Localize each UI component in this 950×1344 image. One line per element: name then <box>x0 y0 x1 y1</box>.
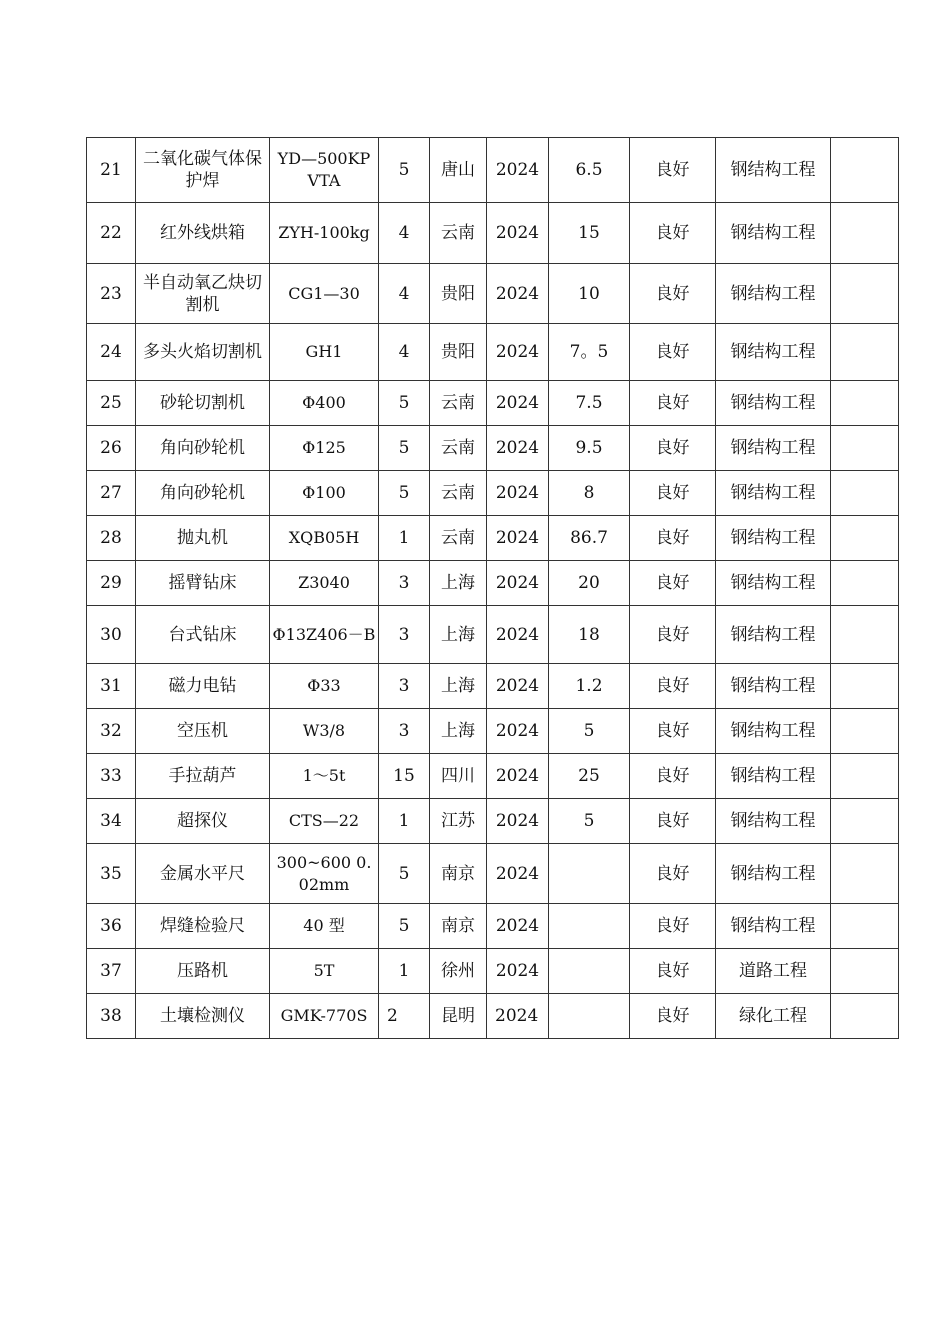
cell-number: 21 <box>87 138 136 203</box>
cell-number: 35 <box>87 844 136 904</box>
cell-number: 28 <box>87 516 136 561</box>
cell-year: 2024 <box>487 904 549 949</box>
cell-origin: 南京 <box>430 844 487 904</box>
cell-remark <box>831 754 899 799</box>
table-row <box>87 949 899 994</box>
cell-equipment-name: 角向砂轮机 <box>136 426 270 471</box>
cell-power: 18 <box>549 606 630 664</box>
cell-model: ZYH-100kg <box>270 203 379 264</box>
cell-origin: 云南 <box>430 516 487 561</box>
cell-equipment-name: 摇臂钻床 <box>136 561 270 606</box>
cell-model: Φ13Z406－B <box>270 606 379 664</box>
cell-year: 2024 <box>487 264 549 324</box>
cell-remark <box>831 381 899 426</box>
cell-quantity: 4 <box>379 264 430 324</box>
equipment-table <box>86 137 899 1039</box>
cell-condition: 良好 <box>630 264 716 324</box>
cell-usage: 钢结构工程 <box>716 606 831 664</box>
cell-origin: 贵阳 <box>430 264 487 324</box>
cell-usage: 钢结构工程 <box>716 561 831 606</box>
cell-usage: 钢结构工程 <box>716 426 831 471</box>
cell-condition: 良好 <box>630 949 716 994</box>
cell-origin: 上海 <box>430 561 487 606</box>
cell-usage: 钢结构工程 <box>716 664 831 709</box>
cell-year: 2024 <box>487 709 549 754</box>
cell-quantity: 1 <box>379 949 430 994</box>
cell-power <box>549 949 630 994</box>
cell-year: 2024 <box>487 844 549 904</box>
cell-quantity: 3 <box>379 664 430 709</box>
cell-year: 2024 <box>487 324 549 381</box>
cell-condition: 良好 <box>630 844 716 904</box>
cell-power <box>549 844 630 904</box>
cell-year: 2024 <box>487 754 549 799</box>
cell-usage: 钢结构工程 <box>716 471 831 516</box>
cell-equipment-name: 磁力电钻 <box>136 664 270 709</box>
cell-remark <box>831 606 899 664</box>
cell-model: GMK-770S <box>270 994 379 1039</box>
cell-origin: 南京 <box>430 904 487 949</box>
cell-power <box>549 994 630 1039</box>
cell-remark <box>831 664 899 709</box>
table-row <box>87 754 899 799</box>
cell-year: 2024 <box>487 381 549 426</box>
cell-remark <box>831 264 899 324</box>
cell-power: 20 <box>549 561 630 606</box>
cell-power: 10 <box>549 264 630 324</box>
cell-condition: 良好 <box>630 994 716 1039</box>
table-row <box>87 203 899 264</box>
cell-quantity: 15 <box>379 754 430 799</box>
cell-number: 26 <box>87 426 136 471</box>
table-row <box>87 264 899 324</box>
cell-equipment-name: 压路机 <box>136 949 270 994</box>
cell-condition: 良好 <box>630 426 716 471</box>
cell-condition: 良好 <box>630 471 716 516</box>
cell-number: 24 <box>87 324 136 381</box>
cell-equipment-name: 金属水平尺 <box>136 844 270 904</box>
cell-year: 2024 <box>487 949 549 994</box>
cell-year: 2024 <box>487 426 549 471</box>
cell-model: 300~600 0.02mm <box>270 844 379 904</box>
cell-condition: 良好 <box>630 709 716 754</box>
cell-quantity: 3 <box>379 561 430 606</box>
table-row <box>87 381 899 426</box>
cell-condition: 良好 <box>630 381 716 426</box>
table-row <box>87 606 899 664</box>
cell-condition: 良好 <box>630 516 716 561</box>
cell-equipment-name: 砂轮切割机 <box>136 381 270 426</box>
cell-year: 2024 <box>487 664 549 709</box>
cell-quantity: 4 <box>379 203 430 264</box>
cell-model: Z3040 <box>270 561 379 606</box>
cell-origin: 徐州 <box>430 949 487 994</box>
cell-condition: 良好 <box>630 799 716 844</box>
cell-remark <box>831 799 899 844</box>
cell-number: 37 <box>87 949 136 994</box>
cell-quantity: 3 <box>379 709 430 754</box>
table-row <box>87 561 899 606</box>
cell-number: 31 <box>87 664 136 709</box>
cell-number: 25 <box>87 381 136 426</box>
cell-condition: 良好 <box>630 324 716 381</box>
cell-number: 32 <box>87 709 136 754</box>
cell-origin: 上海 <box>430 664 487 709</box>
cell-remark <box>831 324 899 381</box>
table-row <box>87 138 899 203</box>
cell-number: 30 <box>87 606 136 664</box>
cell-equipment-name: 土壤检测仪 <box>136 994 270 1039</box>
cell-usage: 钢结构工程 <box>716 324 831 381</box>
cell-power: 86.7 <box>549 516 630 561</box>
cell-condition: 良好 <box>630 561 716 606</box>
cell-number: 34 <box>87 799 136 844</box>
cell-model: W3/8 <box>270 709 379 754</box>
table-row <box>87 904 899 949</box>
cell-year: 2024 <box>487 561 549 606</box>
cell-year: 2024 <box>487 606 549 664</box>
cell-quantity: 4 <box>379 324 430 381</box>
cell-usage: 道路工程 <box>716 949 831 994</box>
cell-condition: 良好 <box>630 203 716 264</box>
cell-quantity: 5 <box>379 138 430 203</box>
table-row <box>87 324 899 381</box>
cell-quantity: 5 <box>379 904 430 949</box>
cell-power: 8 <box>549 471 630 516</box>
cell-remark <box>831 709 899 754</box>
cell-number: 27 <box>87 471 136 516</box>
cell-origin: 唐山 <box>430 138 487 203</box>
cell-quantity: 5 <box>379 381 430 426</box>
cell-equipment-name: 超探仪 <box>136 799 270 844</box>
cell-power: 5 <box>549 709 630 754</box>
cell-year: 2024 <box>487 138 549 203</box>
cell-power <box>549 904 630 949</box>
cell-model: CTS—22 <box>270 799 379 844</box>
cell-model: 40 型 <box>270 904 379 949</box>
cell-usage: 钢结构工程 <box>716 381 831 426</box>
cell-origin: 上海 <box>430 606 487 664</box>
cell-origin: 云南 <box>430 426 487 471</box>
cell-usage: 钢结构工程 <box>716 844 831 904</box>
cell-number: 22 <box>87 203 136 264</box>
cell-model: GH1 <box>270 324 379 381</box>
cell-equipment-name: 焊缝检验尺 <box>136 904 270 949</box>
cell-model: Φ125 <box>270 426 379 471</box>
cell-power: 6.5 <box>549 138 630 203</box>
cell-number: 33 <box>87 754 136 799</box>
cell-origin: 云南 <box>430 471 487 516</box>
cell-number: 23 <box>87 264 136 324</box>
cell-year: 2024 <box>487 203 549 264</box>
cell-equipment-name: 二氧化碳气体保护焊 <box>136 138 270 203</box>
cell-remark <box>831 138 899 203</box>
cell-origin: 贵阳 <box>430 324 487 381</box>
cell-power: 15 <box>549 203 630 264</box>
table-row <box>87 994 899 1039</box>
cell-year: 2024 <box>487 994 549 1039</box>
cell-quantity: 3 <box>379 606 430 664</box>
cell-year: 2024 <box>487 799 549 844</box>
cell-model: 1～5t <box>270 754 379 799</box>
cell-usage: 钢结构工程 <box>716 264 831 324</box>
table-row <box>87 799 899 844</box>
cell-equipment-name: 半自动氧乙炔切割机 <box>136 264 270 324</box>
cell-quantity: 1 <box>379 516 430 561</box>
cell-model: YD—500KPVTA <box>270 138 379 203</box>
cell-origin: 江苏 <box>430 799 487 844</box>
cell-model: Φ400 <box>270 381 379 426</box>
cell-condition: 良好 <box>630 138 716 203</box>
cell-condition: 良好 <box>630 664 716 709</box>
cell-power: 25 <box>549 754 630 799</box>
cell-origin: 云南 <box>430 381 487 426</box>
cell-equipment-name: 台式钻床 <box>136 606 270 664</box>
cell-number: 38 <box>87 994 136 1039</box>
cell-remark <box>831 203 899 264</box>
cell-remark <box>831 994 899 1039</box>
cell-quantity: 5 <box>379 426 430 471</box>
cell-remark <box>831 844 899 904</box>
cell-quantity: 2 <box>379 994 430 1039</box>
cell-condition: 良好 <box>630 754 716 799</box>
cell-equipment-name: 角向砂轮机 <box>136 471 270 516</box>
table-body <box>87 138 899 1039</box>
cell-quantity: 5 <box>379 844 430 904</box>
cell-model: 5T <box>270 949 379 994</box>
cell-remark <box>831 904 899 949</box>
cell-power: 7。5 <box>549 324 630 381</box>
cell-power: 1.2 <box>549 664 630 709</box>
cell-usage: 钢结构工程 <box>716 203 831 264</box>
cell-usage: 钢结构工程 <box>716 138 831 203</box>
cell-model: Φ33 <box>270 664 379 709</box>
cell-equipment-name: 空压机 <box>136 709 270 754</box>
cell-usage: 钢结构工程 <box>716 799 831 844</box>
cell-origin: 四川 <box>430 754 487 799</box>
cell-model: CG1—30 <box>270 264 379 324</box>
cell-usage: 钢结构工程 <box>716 516 831 561</box>
cell-power: 7.5 <box>549 381 630 426</box>
cell-condition: 良好 <box>630 606 716 664</box>
table-row <box>87 471 899 516</box>
cell-year: 2024 <box>487 471 549 516</box>
cell-remark <box>831 471 899 516</box>
cell-remark <box>831 516 899 561</box>
cell-remark <box>831 949 899 994</box>
cell-condition: 良好 <box>630 904 716 949</box>
table-row <box>87 516 899 561</box>
cell-usage: 钢结构工程 <box>716 904 831 949</box>
cell-power: 9.5 <box>549 426 630 471</box>
cell-usage: 钢结构工程 <box>716 754 831 799</box>
cell-usage: 绿化工程 <box>716 994 831 1039</box>
cell-number: 29 <box>87 561 136 606</box>
cell-model: XQB05H <box>270 516 379 561</box>
cell-origin: 云南 <box>430 203 487 264</box>
table-row <box>87 844 899 904</box>
cell-number: 36 <box>87 904 136 949</box>
cell-power: 5 <box>549 799 630 844</box>
cell-equipment-name: 手拉葫芦 <box>136 754 270 799</box>
cell-equipment-name: 红外线烘箱 <box>136 203 270 264</box>
cell-quantity: 1 <box>379 799 430 844</box>
cell-quantity: 5 <box>379 471 430 516</box>
table-row <box>87 709 899 754</box>
cell-remark <box>831 561 899 606</box>
cell-equipment-name: 多头火焰切割机 <box>136 324 270 381</box>
cell-remark <box>831 426 899 471</box>
cell-origin: 昆明 <box>430 994 487 1039</box>
cell-usage: 钢结构工程 <box>716 709 831 754</box>
table-row <box>87 664 899 709</box>
cell-origin: 上海 <box>430 709 487 754</box>
table-row <box>87 426 899 471</box>
cell-equipment-name: 抛丸机 <box>136 516 270 561</box>
cell-year: 2024 <box>487 516 549 561</box>
cell-model: Φ100 <box>270 471 379 516</box>
